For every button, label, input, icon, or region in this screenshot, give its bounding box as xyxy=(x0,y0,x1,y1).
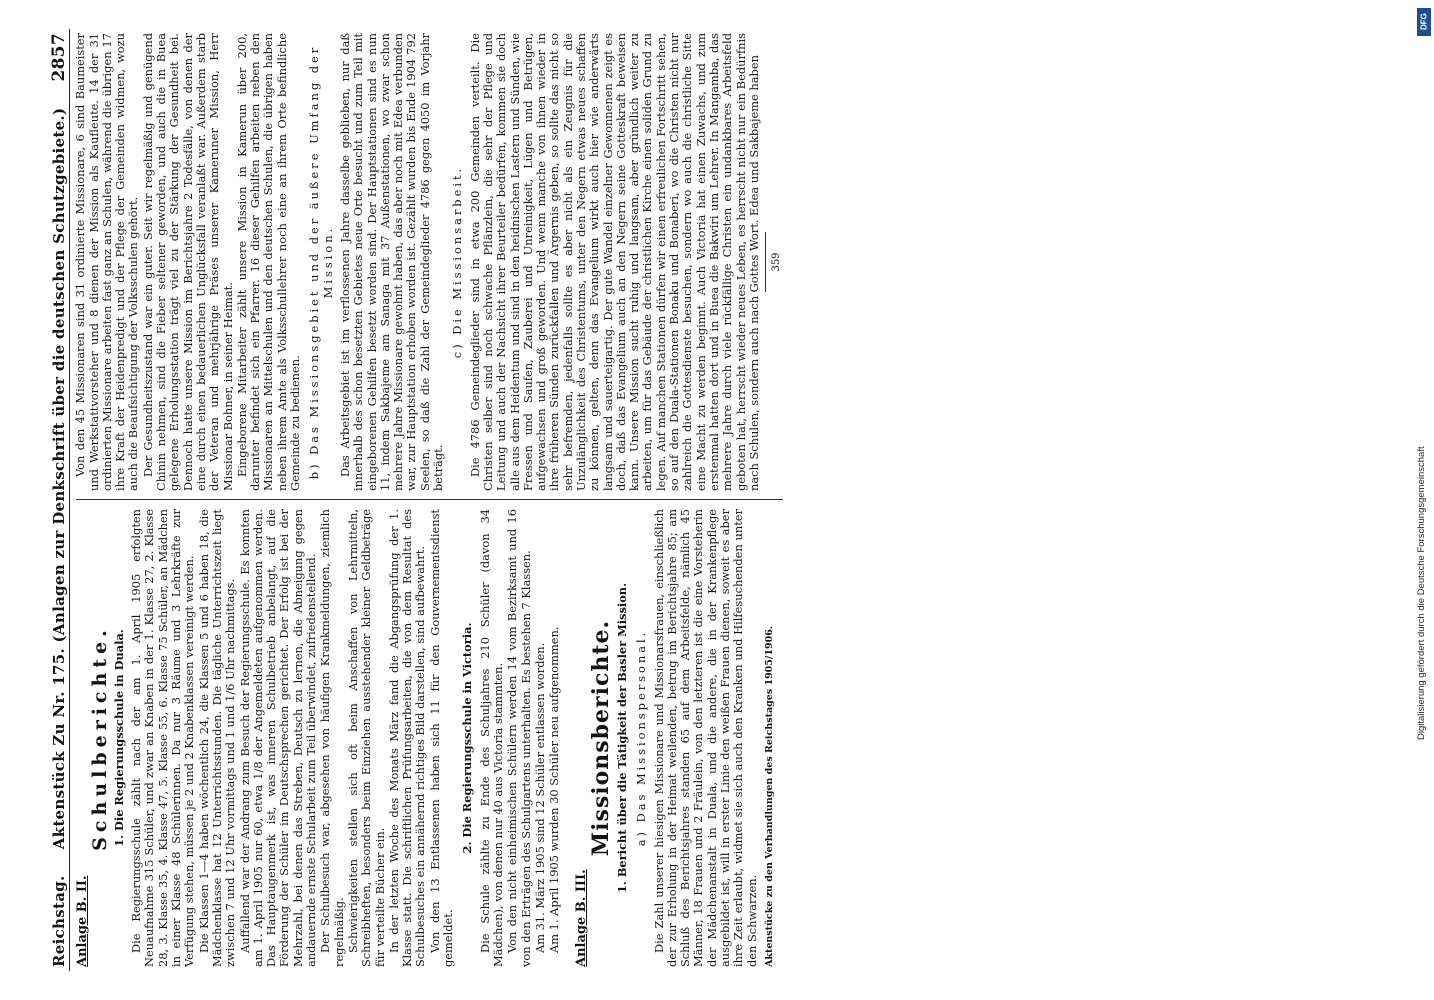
left-column xyxy=(74,509,783,967)
section-missionspersonal: a) Das Missionspersonal. xyxy=(634,629,649,847)
paragraph: Die Zahl unserer hiesigen Missionare und Missionarsfrauen, einschließlich der zur Erholung in der Heimat weilenden, betrug im Berichtsjahre 85; am Schluß des Berichtsjahres standen 65 auf dem Arbeitsfelde, nämlich 45 Männer, 18 Frauen und 2 Fräulein, von den letzteren ist die eine Vorsteherin der Mädchenanstalt in Duala, und die andere, die in der Krankenpflege ausgebildet ist, will in erster Linie den weißen Frauen dienen, soweit es aber ihre Zeit erlaubt, widmet sie sich auch den Kranken und Hilfesuchenden unter den Schwarzen. xyxy=(651,509,759,967)
dfg-badge: DFG xyxy=(1417,8,1431,36)
section-basler-mission: 1. Bericht über die Tätigkeit der Basler Mission. xyxy=(614,582,629,894)
paragraph: Die Klassen 1—4 haben wöchentlich 24, die Klassen 5 und 6 haben 18, die Mädchenklasse hat 12 Unterrichtsstunden. Die tägliche Unterrichtszeit liegt zwischen 7 und 12 Uhr vormittags und 1 und 1/6 Uhr nachmittags. xyxy=(196,509,238,967)
section-duala: 1. Die Regierungsschule in Duala. xyxy=(111,629,126,847)
page-number: 2857 xyxy=(49,33,69,82)
paragraph: Das Arbeitsgebiet ist im verflossenen Jahre dasselbe geblieben, nur daß innerhalb des schon besetzten Gebietes neue Orte besucht und zum Teil mit eingeborenen Gehilfen besetzt worden sind. Der Hauptstationen sind es nun 11, indem Sakbajeme am Sanaga mit 37 Außenstationen, wo zwar schon mehrere Jahre Missionare gewohnt haben, das aber noch mit Edea verbunden war, zur Hauptstation erhoben worden ist. Gezählt wurden bis Ende 1904 792 Seelen, so daß die Zahl der Gemeindeglieder 4786 gegen 4050 im Vorjahr beträgt. xyxy=(337,33,446,491)
paragraph: Die Regierungsschule zählt nach der am 1. April 1905 erfolgten Neuaufnahme 315 Schüler, und zwar an Knaben in der 1. Klasse 27, 2. Klasse 28, 3. Klasse 35, 4. Klasse 47, 5. Klasse 55, 6. Klasse 75 Schüler, an Mädchen in einer Klasse 48 Schülerinnen. Da nur 3 Räume und 3 Lehrkräfte zur Verfügung stehen, müssen je 2 und 2 Knabenklassen vereinigt werden. xyxy=(129,509,197,967)
header-left: Reichstag. xyxy=(50,875,68,967)
paragraph: Eingeborene Mitarbeiter zählt unsere Mission in Kamerun über 200, darunter befindet sich ein Pfarrer. 16 dieser Gehilfen arbeiten neben den Missionaren an Mittelschulen und den deutschen Schulen, die übrigen haben neben ihrem Amte als Volksschullehrer noch eine an ihrem Orte befindliche Gemeinde zu bedienen. xyxy=(234,33,303,491)
header-title: Aktenstück Zu Nr. 175. (Anlagen zur Denkschrift über die deutschen Schutzgebiete.) xyxy=(50,107,68,850)
paragraph: Der Schulbesuch war, abgesehen von häufigen Krankmeldungen, ziemlich regelmäßig. xyxy=(318,509,346,967)
right-column xyxy=(74,33,783,491)
paragraph: Von den 45 Missionaren sind 31 ordinierte Missionare, 6 sind Baumeister und Werkstattvorsteher und 8 dienen der Mission als Kaufleute. 14 der 31 ordinierten Missionare arbeiten fast ganz an Schulen, während die übrigen 17 ihre Kraft der Heidenpredigt und der Pflege der Gemeinden widmen, wozu auch die Beaufsichtigung der Volksschulen gehört. xyxy=(73,33,141,491)
newspaper-page xyxy=(47,25,1387,975)
page-footer: Aktenstücke zu den Verhandlungen des Reichstages 1905/1906. xyxy=(763,625,775,967)
anlage-heading-b3: Anlage B. III. xyxy=(574,869,590,967)
paragraph: Von den nicht einheimischen Schülern werden 14 vom Bezirksamt und 16 von den Erträgen des Schulgartens unterhalten. Es bestehen 7 Klassen. xyxy=(505,509,533,967)
columns xyxy=(70,29,783,971)
column-divider xyxy=(76,499,783,500)
schulberichte-title: Schulberichte. xyxy=(88,625,111,851)
signature-rule xyxy=(765,232,766,292)
running-header xyxy=(49,29,70,971)
digitization-credit: Digitalisierung gefördert durch die Deutsche Forschungsgemeinschaft xyxy=(1416,446,1427,740)
signature-number: 359 xyxy=(771,252,783,272)
paragraph: Die Schule zählte zu Ende des Schuljahres 210 Schüler (davon 34 Mädchen), von denen nur 40 aus Victoria stammten. xyxy=(477,509,505,967)
paragraph: Der Gesundheitszustand war ein guter. Seit wir regelmäßig und genügend Chinin nehmen, sind die Fieber seltener geworden, und auch die in Buea gelegene Erholungsstation trägt viel zu der Stärkung der Gesundheit bei. Dennoch hatte unsere Mission im Berichtsjahre 2 Todesfälle, von denen der eine durch einen bedauerlichen Unglücksfall veranlaßt war. Außerdem starb der Veteran und mehrjährige Präses unserer Kameruner Mission, Herr Missionar Bohner, in seiner Heimat. xyxy=(140,33,235,491)
paragraph: Am 31. März 1905 sind 12 Schüler entlassen worden. xyxy=(532,642,547,953)
section-victoria: 2. Die Regierungsschule in Victoria. xyxy=(460,622,475,854)
missionsberichte-title: Missionsberichte. xyxy=(587,619,614,857)
paragraph: Schwierigkeiten stellen sich oft beim Anschaffen von Lehrmitteln, Schreibheften, besonders beim Einziehen ausstehender kleiner Geldbeträge für verteilte Bücher ein. xyxy=(345,509,387,967)
paragraph: Die 4786 Gemeindeglieder sind in etwa 200 Gemeinden verteilt. Die Christen selber sind noch schwache Pflänzlein, die sehr der Pflege und Leitung und auch der Nachsicht ihrer Beurteiler bedürfen, kommen sie doch alle aus dem Heidentum und sind in den heidnischen Lastern und Sünden, wie Fressen und Saufen, Zauberei und Unreinigkeit, Lügen und Betrügen, aufgewachsen und groß geworden. Und wenn manche von ihnen wieder in ihre früheren Sünden zurückfallen und Ärgernis geben, so sollte das nicht so sehr befremden, jedenfalls sollte es aber nicht als ein Zeugnis für die Unzulänglichkeit des Christentums, unter den Negern etwas neues schaffen zu können, gelten, denn das Evangelium wirkt auch hier wie anderwärts langsam und sauerteigartig. Der gute Wandel einzelner Gewonnenen zeigt es doch, daß das Evangelium auch an den Negern seine Gotteskraft beweisen kann. Unsere Mission sucht ruhig und langsam, aber gründlich weiter zu arbeiten, um für das Gebäude der christlichen Kirche einen soliden Grund zu legen. Auf manchen Stationen dürfen wir einen erfreulichen Fortschritt sehen, so auf den Duala-Stationen Bonaku und Bonaberi, wo die Christen nicht nur zahlreich die Gottesdienste besuchen, sondern wo auch die christliche Sitte eine Macht zu werden beginnt. Auch Victoria hat einen Zuwachs, und zum erstenmal hatten dort und in Buea die Bakwiri um Lehrer. In Mangamba, das mehrere Jahre durch viele rückfällige Christen ein undankbares Arbeitsfeld geboten hat, herrscht wieder neues Leben, es herrscht nicht nur ein Bedürfnis nach Schulen, sondern auch nach Gottes Wort. Edea und Sakbajeme haben xyxy=(467,33,761,491)
section-missionsarbeit: c) Die Missionsarbeit. xyxy=(450,165,465,359)
section-missionsgebiet: b) Das Missionsgebiet und der äußere Umfang der Mission. xyxy=(307,44,335,480)
paragraph: Auffallend war der Andrang zum Besuch der Regierungsschule. Es konnten am 1. April 1905 nur 60, etwa 1/8 der Angemeldeten aufgenommen werden. Das Hauptaugenmerk ist, was inneren Schulbetrieb anbelangt, auf die Förderung der Schüler im Deutschsprechen gerichtet. Der Erfolg ist bei der Mehrzahl, bei denen das Streben, Deutsch zu lernen, die Abneigung gegen andauernde ernste Schularbeit zum Teil überwindet, zufriedenstellend. xyxy=(237,509,319,967)
anlage-heading-b2: Anlage B. II. xyxy=(75,875,91,967)
paragraph: Am 1. April 1905 wurden 30 Schüler neu aufgenommen. xyxy=(547,626,562,953)
paragraph: Von den 13 Entlassenen haben sich 11 für den Gouvernementsdienst gemeldet. xyxy=(427,509,456,967)
paragraph: In der letzten Woche des Monats März fand die Abgangsprüfung der 1. Klasse statt. Die schriftlichen Prüfungsarbeiten, die von dem Resultat des Schulbesuches ein annähernd richtiges Bild darstellen, sind aufbewahrt. xyxy=(386,509,428,967)
